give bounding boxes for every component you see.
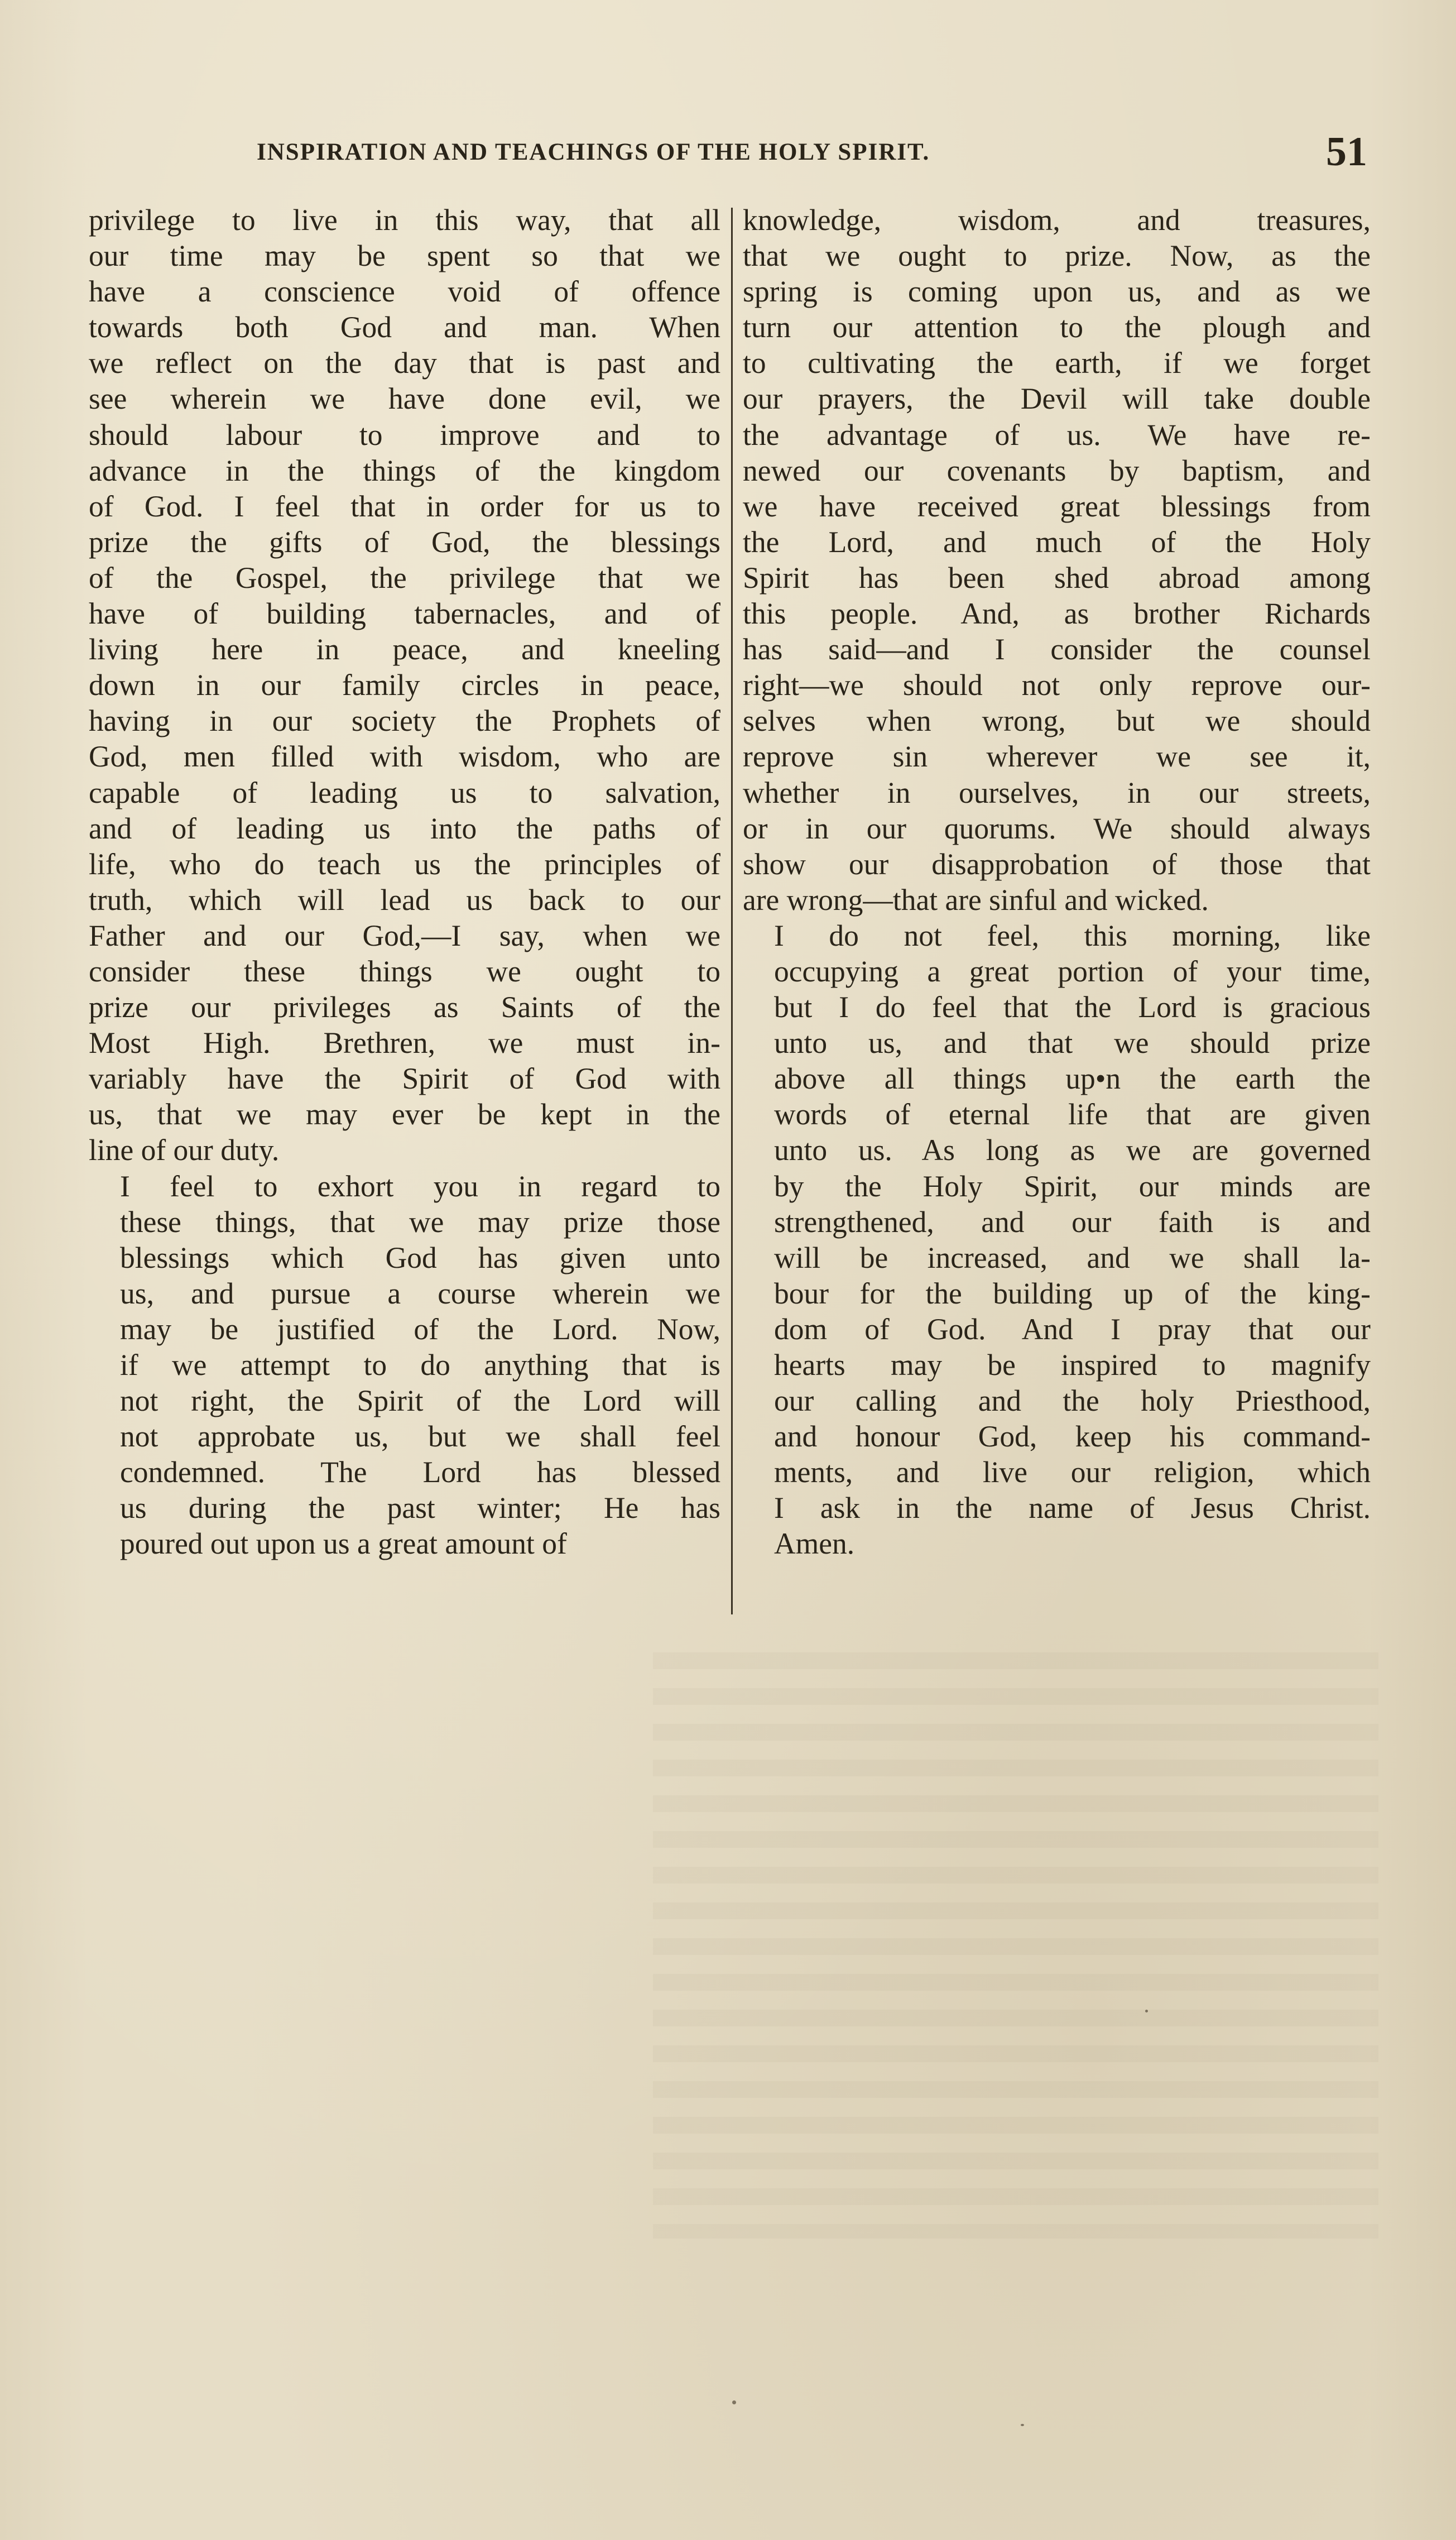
paragraph (89, 1168, 720, 1562)
text-line: privilege to live in this way, that all (89, 203, 720, 237)
text-line: not approbate us, but we shall feel (120, 1420, 720, 1454)
text-line: we have received great blessings from (743, 489, 1371, 523)
text-line: us during the past winter; He has (120, 1491, 720, 1525)
left-column (89, 202, 720, 1562)
text-line: Amen. (774, 1527, 855, 1561)
running-title: INSPIRATION AND TEACHINGS OF THE HOLY SPIRIT. (257, 139, 930, 165)
text-line: strengthened, and our faith is and (774, 1205, 1371, 1239)
text-line: has said—and I consider the counsel (743, 632, 1371, 667)
text-line: hearts may be inspired to magnify (774, 1348, 1371, 1382)
text-line: but I do feel that the Lord is gracious (774, 990, 1371, 1024)
text-line: life, who do teach us the principles of (89, 847, 720, 881)
text-line: capable of leading us to salvation, (89, 775, 720, 809)
text-line: not right, the Spirit of the Lord will (120, 1384, 720, 1418)
text-line: God, men filled with wisdom, who are (89, 740, 720, 774)
text-line: I ask in the name of Jesus Christ. (774, 1491, 1371, 1525)
text-line: if we attempt to do anything that is (120, 1348, 720, 1382)
text-line: Spirit has been shed abroad among (743, 560, 1371, 595)
text-line: knowledge, wisdom, and treasures, (743, 203, 1371, 237)
text-line: have a conscience void of offence (89, 275, 720, 309)
text-line: to cultivating the earth, if we forget (743, 346, 1371, 380)
text-line: unto us. As long as we are governed (774, 1133, 1371, 1167)
paper-speck (1021, 2424, 1024, 2426)
text-line: have of building tabernacles, and of (89, 597, 720, 631)
text-line: us, that we may ever be kept in the (89, 1098, 720, 1132)
text-line: advance in the things of the kingdom (89, 453, 720, 487)
paragraph (89, 202, 720, 1168)
text-line: and of leading us into the paths of (89, 811, 720, 845)
text-line: our calling and the holy Priesthood, (774, 1384, 1371, 1418)
text-line: poured out upon us a great amount of (120, 1527, 567, 1561)
text-line: selves when wrong, but we should (743, 704, 1371, 738)
paragraph (743, 918, 1371, 1562)
text-line: having in our society the Prophets of (89, 704, 720, 738)
text-line: whether in ourselves, in our streets, (743, 775, 1371, 809)
text-line: bour for the building up of the king- (774, 1276, 1371, 1310)
text-line: prize the gifts of God, the blessings (89, 525, 720, 559)
text-line: words of eternal life that are given (774, 1098, 1371, 1132)
text-line: may be justified of the Lord. Now, (120, 1312, 720, 1346)
text-line: of the Gospel, the privilege that we (89, 560, 720, 595)
text-line: newed our covenants by baptism, and (743, 453, 1371, 487)
text-line: or in our quorums. We should always (743, 811, 1371, 845)
text-line: down in our family circles in peace, (89, 668, 720, 702)
text-line: that we ought to prize. Now, as the (743, 239, 1371, 273)
text-line: turn our attention to the plough and (743, 310, 1371, 344)
column-divider (731, 208, 733, 1614)
text-line: Father and our God,—I say, when we (89, 918, 720, 952)
running-header (257, 129, 1367, 183)
text-line: ments, and live our religion, which (774, 1455, 1371, 1489)
text-line: truth, which will lead us back to our (89, 883, 720, 917)
text-line: the advantage of us. We have re- (743, 418, 1371, 452)
paragraph (743, 202, 1371, 918)
text-line: variably have the Spirit of God with (89, 1062, 720, 1096)
text-line: the Lord, and much of the Holy (743, 525, 1371, 559)
text-line: show our disapprobation of those that (743, 847, 1371, 881)
text-line: dom of God. And I pray that our (774, 1312, 1371, 1346)
text-line: spring is coming upon us, and as we (743, 275, 1371, 309)
text-line: will be increased, and we shall la- (774, 1240, 1371, 1274)
text-line: towards both God and man. When (89, 310, 720, 344)
text-line: by the Holy Spirit, our minds are (774, 1169, 1371, 1203)
text-line: our prayers, the Devil will take double (743, 382, 1371, 416)
paper-speck (732, 2400, 736, 2404)
text-line: right—we should not only reprove our- (743, 668, 1371, 702)
text-line: blessings which God has given unto (120, 1240, 720, 1274)
text-line: I do not feel, this morning, like (774, 918, 1371, 952)
text-line: us, and pursue a course wherein we (120, 1276, 720, 1310)
text-line: unto us, and that we should prize (774, 1026, 1371, 1060)
text-line: reprove sin wherever we see it, (743, 740, 1371, 774)
show-through-texture (653, 1652, 1378, 2239)
text-line: of God. I feel that in order for us to (89, 489, 720, 523)
text-line: occupying a great portion of your time, (774, 954, 1371, 988)
text-line: Most High. Brethren, we must in- (89, 1026, 720, 1060)
text-line: and honour God, keep his command- (774, 1420, 1371, 1454)
right-column (743, 202, 1371, 1562)
paper-speck (1145, 2010, 1148, 2012)
text-line: consider these things we ought to (89, 954, 720, 988)
text-line: line of our duty. (89, 1133, 280, 1167)
text-line: condemned. The Lord has blessed (120, 1455, 720, 1489)
page-number: 51 (1326, 129, 1367, 175)
text-line: these things, that we may prize those (120, 1205, 720, 1239)
text-line: living here in peace, and kneeling (89, 632, 720, 667)
text-line: our time may be spent so that we (89, 239, 720, 273)
text-line: prize our privileges as Saints of the (89, 990, 720, 1024)
text-line: should labour to improve and to (89, 418, 720, 452)
text-line: see wherein we have done evil, we (89, 382, 720, 416)
text-line: above all things up•n the earth the (774, 1062, 1371, 1096)
text-line: are wrong—that are sinful and wicked. (743, 883, 1209, 917)
text-line: we reflect on the day that is past and (89, 346, 720, 380)
text-line: I feel to exhort you in regard to (120, 1169, 720, 1203)
text-line: this people. And, as brother Richards (743, 597, 1371, 631)
